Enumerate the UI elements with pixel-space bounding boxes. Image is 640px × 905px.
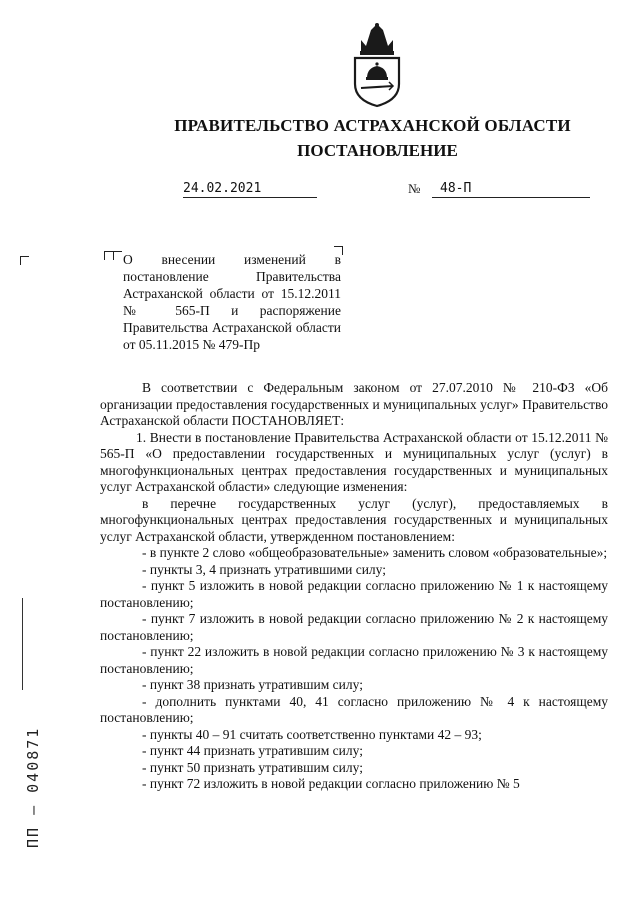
document-subject: О внесении изменений в постановление Правительства Астраханской области от 15.12.2011 № 565-П и распоряжение Правительства Астраханской области от 05.11.2015 № 479-Пр — [123, 252, 341, 352]
change-item: - пункт 44 признать утратившим силу; — [142, 743, 363, 758]
coat-of-arms-emblem — [349, 22, 405, 108]
preamble-paragraph: В соответствии с Федеральным законом от 27.07.2010 № 210-ФЗ «Об организации предоставления государственных и муниципальных услуг» Правительство Астраханской области ПОСТАНОВЛЯЕТ: — [100, 380, 608, 428]
change-item: - пункт 38 признать утратившим силу; — [142, 677, 363, 692]
document-type-title: ПОСТАНОВЛЕНИЕ — [297, 141, 458, 160]
organization-title: ПРАВИТЕЛЬСТВО АСТРАХАНСКОЙ ОБЛАСТИ — [174, 116, 571, 135]
document-body — [100, 380, 608, 793]
change-item: - пункт 5 изложить в новой редакции согласно приложению № 1 к настоящему постановлению; — [100, 578, 608, 610]
change-item: - пункты 40 – 91 считать соответственно пунктами 42 – 93; — [142, 726, 482, 742]
change-item: - в пункте 2 слово «общеобразовательные» заменить словом «образовательные»; — [142, 545, 608, 560]
change-item: - пункт 7 изложить в новой редакции согласно приложению № 2 к настоящему постановлению; — [100, 611, 608, 643]
list-intro-paragraph: в перечне государственных услуг (услуг), предоставляемых в многофункциональных центрах предоставления государственных и муниципальных услуг Астраханской области, утвержденном постановлением: — [100, 495, 608, 544]
item-1-paragraph: 1. Внести в постановление Правительства Астраханской области от 15.12.2011 № 565-П «О предоставлении государственных и муниципальных услуг (услуг) в многофункциональных центрах предоставления государственных и муниципальных услуг Астраханской области» следующие изменения: — [100, 429, 608, 494]
change-item: - дополнить пунктами 40, 41 согласно приложению № 4 к настоящему постановлению; — [100, 693, 608, 725]
subject-bracket-mark — [113, 251, 122, 260]
form-serial-number: ПП – 040871 — [24, 726, 42, 848]
margin-bracket-mark — [20, 256, 29, 265]
document-date-value: 24.02.2021 — [183, 181, 262, 196]
document-number — [432, 181, 590, 198]
document-number-label: № — [408, 181, 421, 196]
document-number-value: 48-П — [440, 181, 472, 196]
change-item: - пункты 3, 4 признать утратившими силу; — [142, 561, 386, 577]
change-item: - пункт 22 изложить в новой редакции согласно приложению № 3 к настоящему постановлению; — [100, 644, 608, 676]
margin-line-mark — [22, 598, 23, 690]
subject-bracket-mark — [104, 251, 113, 260]
change-item: - пункт 50 признать утратившим силу; — [142, 759, 363, 775]
document-date — [183, 181, 317, 198]
change-item: - пункт 72 изложить в новой редакции согласно приложению № 5 — [142, 776, 520, 791]
